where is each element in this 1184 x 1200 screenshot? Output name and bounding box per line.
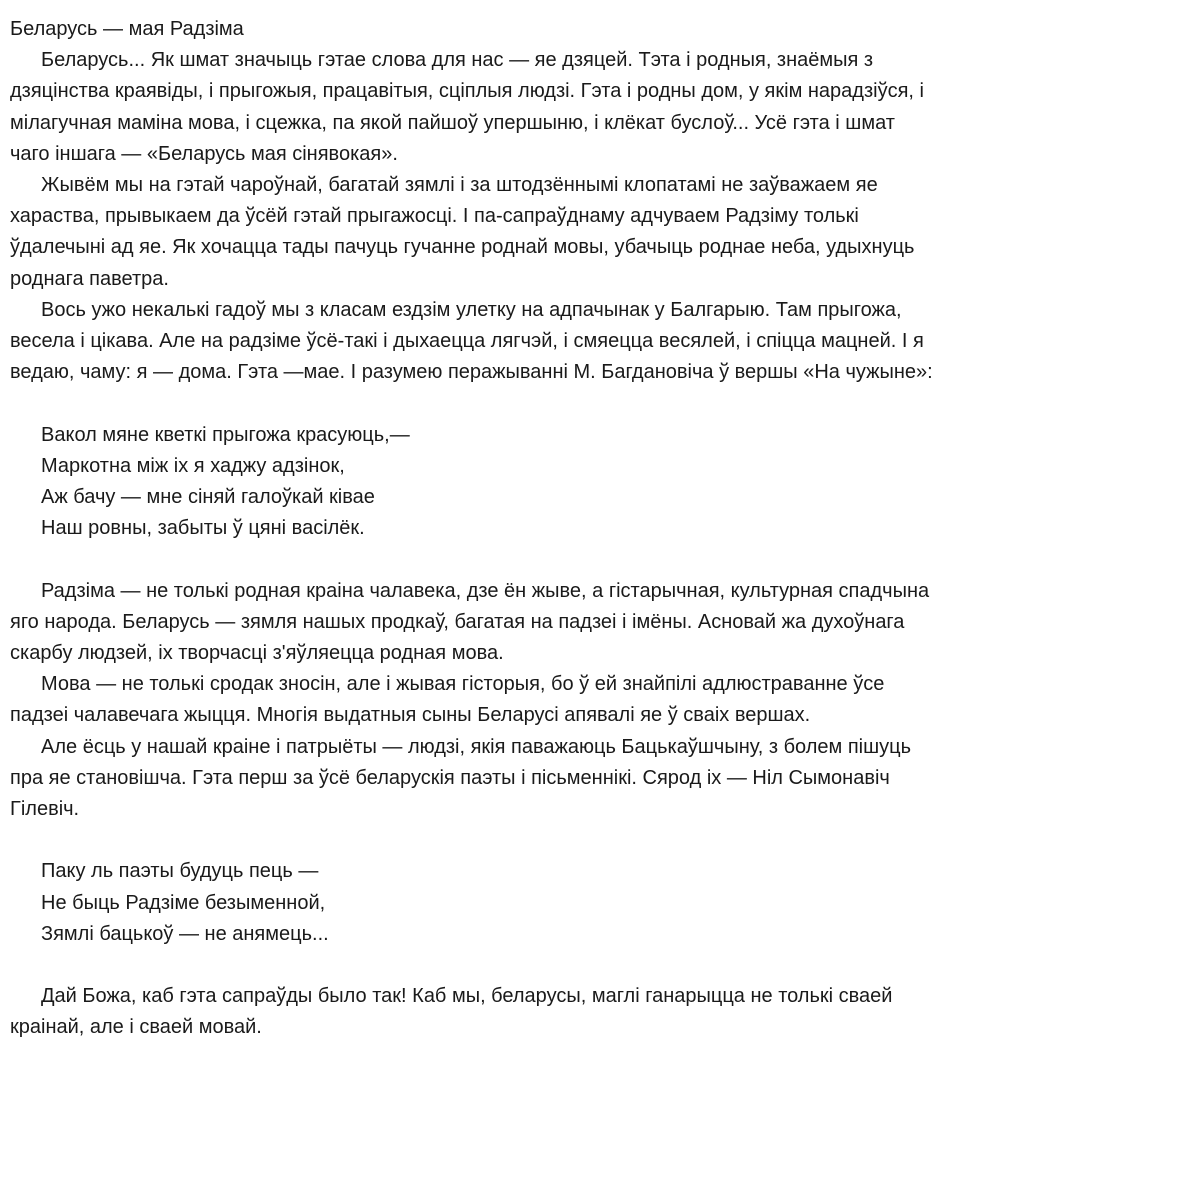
poem-1-line: Вакол мяне кветкі прыгожа красуюць,— xyxy=(41,423,410,446)
paragraph-6-line: Але ёсць у нашай краіне і патрыёты — людзі, якія паважаюць Бацькаўшчыну, з болем пішуць xyxy=(41,735,912,758)
paragraph-7-line: Дай Божа, каб гэта сапраўды было так! Каб мы, беларусы, маглі ганарыцца не толькі сваей xyxy=(41,985,893,1008)
paragraph-1-line: чаго іншага — «Беларусь мая сінявокая». xyxy=(10,142,398,165)
paragraph-2-line: роднага паветра. xyxy=(10,267,169,290)
paragraph-2-line: хараства, прывыкаем да ўсёй гэтай прыгажосці. І па-сапраўднаму адчуваем Радзіму толькі xyxy=(10,205,859,228)
paragraph-4-line: яго народа. Беларусь — зямля нашых продкаў, багатая на падзеі і імёны. Асновай жа духоўнага xyxy=(10,610,905,633)
blank-line xyxy=(10,544,1184,575)
paragraph-3-line: Вось ужо некалькі гадоў мы з класам ездзім улетку на адпачынак у Балгарыю. Там прыгожа, xyxy=(41,298,902,321)
poem-2-line: Паку ль паэты будуць пець — xyxy=(41,860,319,883)
paragraph-1-line: Беларусь... Як шмат значыць гэтае слова для нас — яе дзяцей. Тэта і родныя, знаёмыя з xyxy=(41,49,874,72)
blank-line xyxy=(10,825,1184,856)
poem-2-line: Не быць Радзіме безыменной, xyxy=(41,891,326,914)
blank-line xyxy=(10,950,1184,981)
paragraph-3-line: ведаю, чаму: я — дома. Гэта —мае. І разумею перажыванні М. Багдановіча ў вершы «На чужыне»: xyxy=(10,361,933,384)
paragraph-3-line: весела і цікава. Але на радзіме ўсё-такі і дыхаецца лягчэй, і смяецца весялей, і спіцца мацней. І я xyxy=(10,330,924,353)
paragraph-5-line: падзеі чалавечага жыцця. Многія выдатныя сыны Беларусі апявалі яе ў сваіх вершах. xyxy=(10,704,811,727)
paragraph-5-line: Мова — не толькі сродак зносін, але і жывая гісторыя, бо ў ей знайпілі адлюстраванне ўсе xyxy=(41,673,885,696)
paragraph-6-line: Гілевіч. xyxy=(10,798,80,821)
poem-1-line: Аж бачу — мне сіняй галоўкай ківае xyxy=(41,486,375,509)
paragraph-4-line: скарбу людзей, іх творчасці з'яўляецца родная мова. xyxy=(10,642,504,665)
paragraph-1-line: мілагучная маміна мова, і сцежка, па якой пайшоў упершыню, і клёкат буслоў... Усё гэта і шмат xyxy=(10,111,895,134)
paragraph-7-line: краінай, але і сваей мовай. xyxy=(10,1016,262,1039)
paragraph-2-line: ўдалечыні ад яе. Як хочацца тады пачуць гучанне роднай мовы, убачыць роднае неба, удыхнуць xyxy=(10,236,915,259)
paragraph-1-line: дзяцінства краявіды, і прыгожыя, працавітыя, сціплыя людзі. Гэта і родны дом, у якім нарадзіўся, і xyxy=(10,80,924,103)
poem-1-line: Наш ровны, забыты ў цяні васілёк. xyxy=(41,517,365,540)
paragraph-2-line: Жывём мы на гэтай чароўнай, багатай зямлі і за штодзённымі клопатамі не заўважаем яе xyxy=(41,174,878,197)
document-title: Беларусь — мая Радзіма xyxy=(10,18,244,40)
blank-line xyxy=(10,388,1184,419)
paragraph-6-line: пра яе становішча. Гэта перш за ўсё беларускія паэты і пісьменнікі. Сярод іх — Ніл Сымонавіч xyxy=(10,766,890,789)
paragraph-4-line: Радзіма — не толькі родная краіна чалавека, дзе ён жыве, а гістарычная, культурная спадчына xyxy=(41,579,930,602)
poem-1-line: Маркотна між іх я хаджу адзінок, xyxy=(41,454,345,477)
poem-2-line: Зямлі бацькоў — не анямець... xyxy=(41,922,329,945)
